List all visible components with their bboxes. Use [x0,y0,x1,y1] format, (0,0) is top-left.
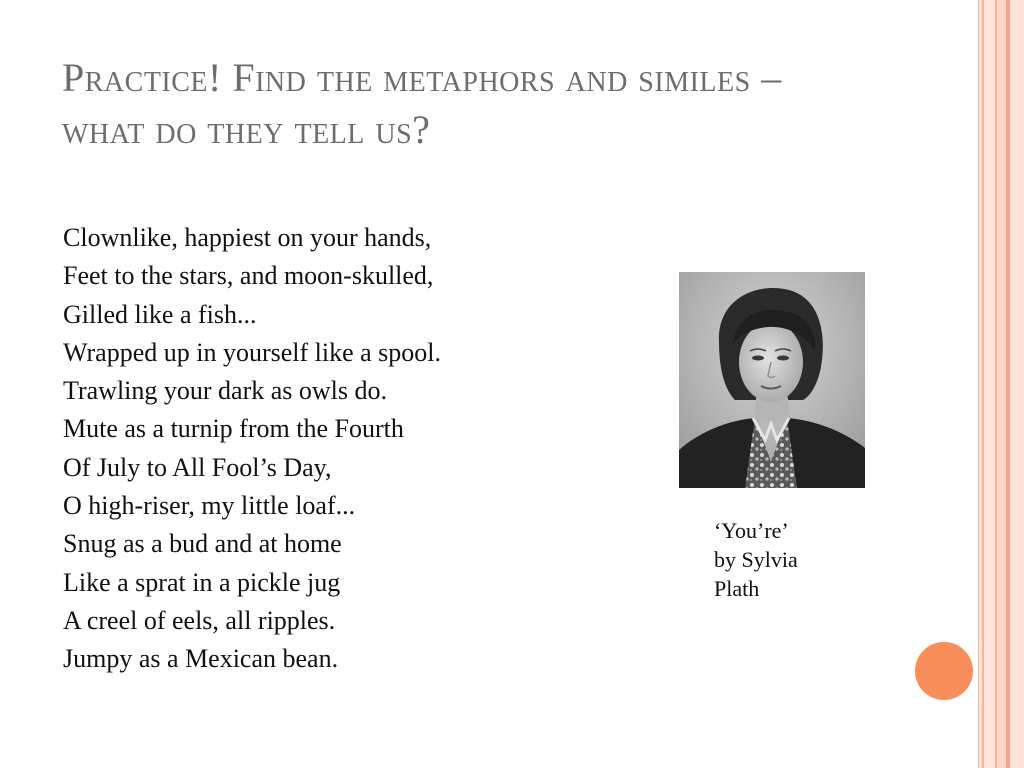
poem-line: O high-riser, my little loaf... [63,491,356,521]
poem-line: Gilled like a fish... [63,299,257,329]
poem-line: A creel of eels, all ripples. [63,605,336,635]
poem-line: Wrapped up in yourself like a spool. [63,337,442,367]
poem-line: Trawling your dark as owls do. [63,376,388,406]
caption-line: Plath [714,576,760,601]
poem-line: Of July to All Fool’s Day, [63,452,332,482]
poem-text [63,219,441,679]
decorative-stripes [979,0,1024,768]
portrait-photo [679,272,865,488]
slide-title: Practice! Find the metaphors and similes – what do they tell us? [62,55,782,152]
image-caption [714,516,798,603]
decorative-circle [913,640,975,702]
poem-line: Feet to the stars, and moon-skulled, [63,261,434,291]
poem-line: Jumpy as a Mexican bean. [63,644,339,674]
poem-line: Clownlike, happiest on your hands, [63,223,432,252]
poem-line: Like a sprat in a pickle jug [63,567,341,597]
poem-line: Snug as a bud and at home [63,529,342,559]
caption-line: by Sylvia [714,547,798,572]
poem-line: Mute as a turnip from the Fourth [63,414,404,444]
caption-line: ‘You’re’ [714,518,789,543]
